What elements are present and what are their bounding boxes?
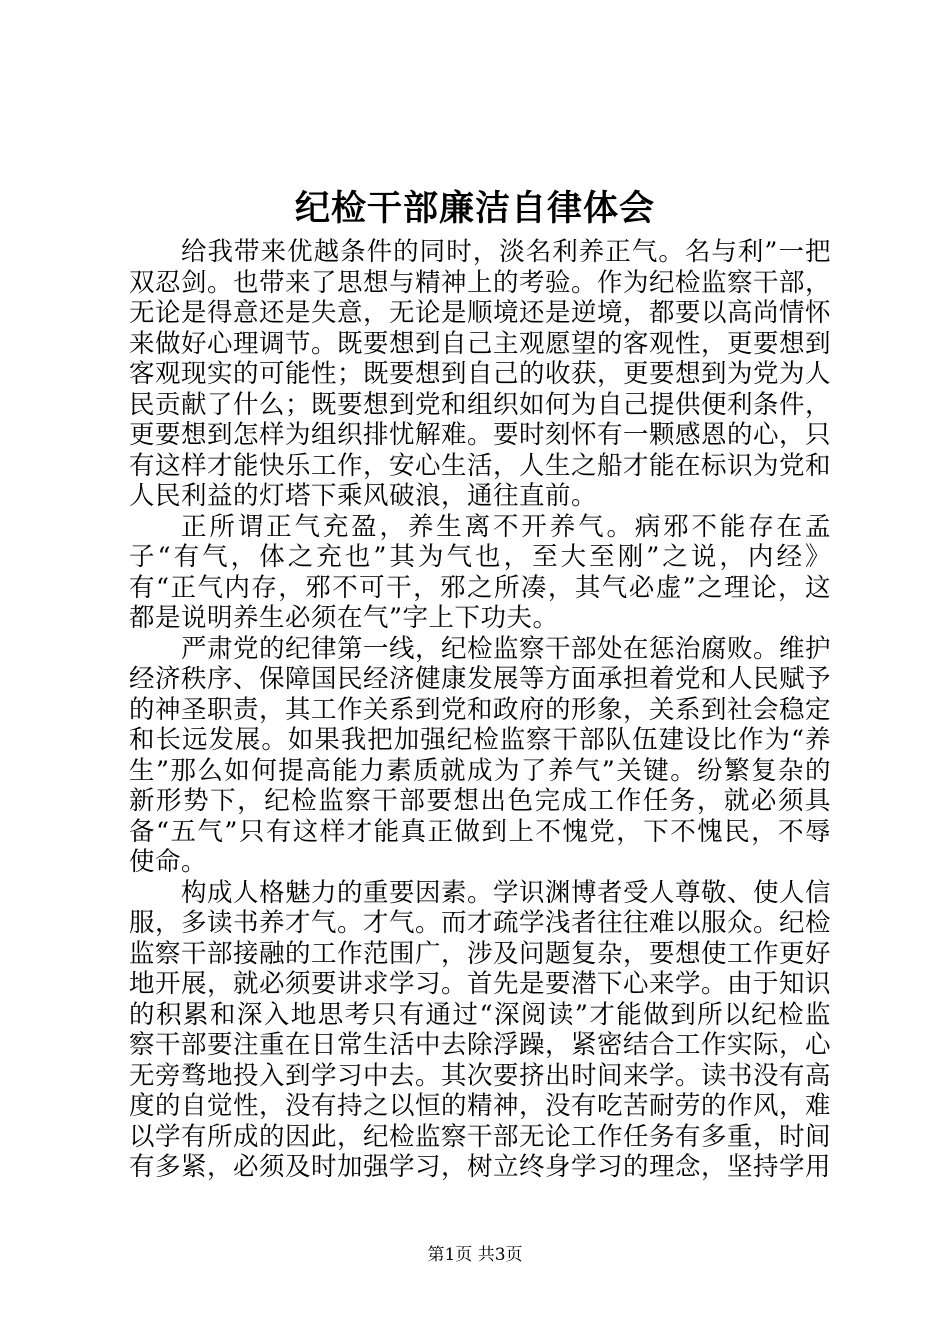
paragraph-3: 严肃党的纪律第一线，纪检监察干部处在惩治腐败。维护经济秩序、保障国民经济健康发展等方面承担着党和人民赋予的神圣职责，其工作关系到党和政府的形象，关系到社会稳定和长远发展。如果我把加强纪检监察干部队伍建设比作为“养生”那么如何提高能力素质就成为了养气”关键。纷繁复杂的新形势下，纪检监察干部要想出色完成工作任务，就必须具备“五气”只有这样才能真正做到上不愧党，下不愧民，不辱使命。 [129,633,832,877]
document-title: 纪检干部廉洁自律体会 [294,188,655,229]
paragraph-2: 正所谓正气充盈，养生离不开养气。病邪不能存在孟子“有气，体之充也”其为气也，至大至刚”之说，内经》有“正气内存，邪不可干，邪之所凑，其气必虚”之理论，这都是说明养生必须在气”字上下功夫。 [129,511,831,633]
paragraph-1: 给我带来优越条件的同时，淡名利养正气。名与利”一把双忍剑。也带来了思想与精神上的考验。作为纪检监察干部，无论是得意还是失意，无论是顺境还是逆境，都要以高尚情怀来做好心理调节。既要想到自己主观愿望的客观性，更要想到客观现实的可能性；既要想到自己的收获，更要想到为党为人民贡献了什么；既要想到党和组织如何为自己提供便利条件，更要想到怎样为组织排忧解难。要时刻怀有一颗感恩的心，只有这样才能快乐工作，安心生活，人生之船才能在标识为党和人民利益的灯塔下乘风破浪，通往直前。 [129,237,832,511]
page-footer: 第1页 共3页 [427,1245,523,1265]
paragraph-4: 构成人格魅力的重要因素。学识渊博者受人尊敬、使人信服，多读书养才气。才气。而才疏学浅者往往难以服众。纪检监察干部接融的工作范围广，涉及问题复杂，要想使工作更好地开展，就必须要讲求学习。首先是要潜下心来学。由于知识的积累和深入地思考只有通过“深阅读”才能做到所以纪检监察干部要注重在日常生活中去除浮躁，紧密结合工作实际，心无旁骛地投入到学习中去。其次要挤出时间来学。读书没有高度的自觉性，没有持之以恒的精神，没有吃苦耐劳的作风，难以学有所成的因此，纪检监察干部无论工作任务有多重，时间有多紧，必须及时加强学习，树立终身学习的理念，坚持学用 [129,877,832,1182]
document-body [129,237,831,1183]
